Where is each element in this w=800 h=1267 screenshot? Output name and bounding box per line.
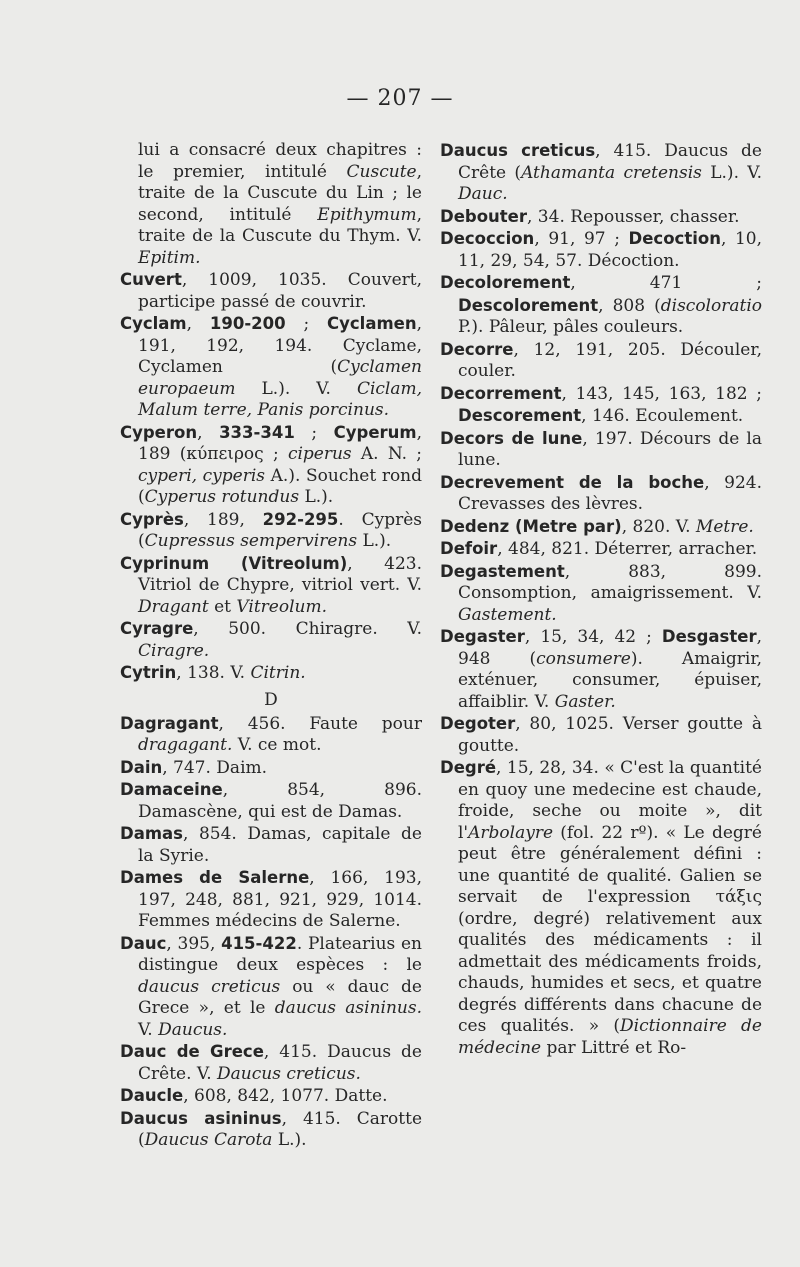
entry-headword: Decors de lune xyxy=(440,428,583,448)
dictionary-entry xyxy=(440,561,762,627)
entry-text: L.). V. xyxy=(701,162,763,183)
entry-text: , 146. Ecoulement. xyxy=(581,406,744,426)
entry-italic-text: Cuscute xyxy=(346,161,417,182)
dictionary-entry xyxy=(120,1085,422,1108)
entry-headword: Dauc xyxy=(120,933,167,953)
entry-text: L.). V. xyxy=(235,378,357,399)
entry-italic-text: Dragant xyxy=(138,596,209,617)
entry-headword: Debouter xyxy=(440,206,527,226)
entry-headword: Decrevement de la boche xyxy=(440,472,705,492)
entry-text: , 924. Crevasses des lèvres. xyxy=(458,472,762,514)
entry-headword: Decorrement xyxy=(440,383,562,403)
dictionary-entry xyxy=(120,867,422,933)
entry-headword: Dames de Salerne xyxy=(120,868,310,887)
entry-headword: Degré xyxy=(440,758,497,777)
entry-italic-text: Dictionnaire de médecine xyxy=(458,1016,762,1058)
entry-text: , 143, 145, 163, 182 ; xyxy=(561,383,762,404)
dictionary-entry xyxy=(120,1041,422,1085)
entry-text: V. ce mot. xyxy=(232,735,322,755)
left-column xyxy=(120,140,422,1152)
dictionary-entry xyxy=(440,626,762,713)
entry-headword: Defoir xyxy=(440,539,498,558)
dictionary-entry xyxy=(120,779,422,823)
entry-text: , 189 (κύπειρος ; xyxy=(138,422,422,464)
entry-text: ; xyxy=(294,422,334,443)
entry-headword: Degastement xyxy=(440,561,565,581)
entry-bold-text: Cyperum xyxy=(333,422,417,442)
entry-text: P.). Pâleur, pâles couleurs. xyxy=(458,317,684,337)
entry-text: , 166, 193, 197, 248, 881, 921, 929, 1014. Femmes médecins de Salerne. xyxy=(138,868,423,931)
entry-headword: Cuvert xyxy=(120,270,182,289)
dictionary-entry xyxy=(440,516,762,539)
entry-italic-text: Epithymum xyxy=(317,204,417,225)
entry-text: ; xyxy=(285,314,328,334)
entry-text: , 854. Damas, capitale de la Syrie. xyxy=(138,824,422,866)
entry-text: , 423. Vitriol de Chypre, vitriol vert. V. xyxy=(138,553,422,595)
entry-italic-text: discoloratio xyxy=(660,295,762,316)
dictionary-entry xyxy=(120,618,422,662)
entry-bold-text: 415-422 xyxy=(221,933,297,953)
dictionary-entry xyxy=(440,428,762,472)
entry-text: par Littré et Ro- xyxy=(541,1037,687,1058)
dictionary-entry xyxy=(120,823,422,867)
entry-text: , 395, xyxy=(166,933,222,954)
entry-text: , 500. Chiragre. V. xyxy=(193,619,422,639)
entry-headword: Decolorement xyxy=(440,273,571,292)
entry-italic-text: daucus asininus. xyxy=(274,998,422,1018)
entry-text: , 820. V. xyxy=(621,516,696,537)
dictionary-entry xyxy=(120,757,422,780)
entry-italic-text: Cupressus sempervirens xyxy=(144,531,358,551)
entry-headword: Cyragre xyxy=(120,619,194,638)
entry-text: , 808 ( xyxy=(598,295,661,316)
entry-text: lui a consacré deux chapitres : le premier, intitulé xyxy=(138,140,422,182)
entry-headword: Daucus asininus xyxy=(120,1108,282,1128)
entry-bold-text: 190-200 xyxy=(209,314,286,333)
entry-text: , 191, 192, 194. Cyclame, Cyclamen ( xyxy=(138,314,422,377)
entry-headword: Cytrin xyxy=(120,663,177,682)
entry-text: , xyxy=(197,422,220,443)
dictionary-entry xyxy=(440,713,762,757)
entry-italic-text: daucus creticus xyxy=(138,976,281,997)
entry-text: , 34. Repousser, chasser. xyxy=(527,206,740,227)
entry-headword: Cyprinum (Vitreolum) xyxy=(120,553,348,573)
entry-italic-text: Dauc. xyxy=(458,184,508,204)
entry-text: L.). xyxy=(272,1130,307,1150)
entry-italic-text: Vitreolum. xyxy=(236,596,327,617)
entry-bold-text: 292-295 xyxy=(262,509,339,529)
entry-italic-text: consumere xyxy=(536,648,631,669)
dictionary-entry xyxy=(120,269,422,313)
entry-text: ). Amaigrir, exténuer, consumer, épuiser, affaiblir. V. xyxy=(458,648,762,712)
dictionary-entry xyxy=(120,140,422,269)
entry-headword: Dain xyxy=(120,757,163,777)
entry-italic-text: Gastement. xyxy=(458,604,557,625)
entry-headword: Decoccion xyxy=(440,229,535,248)
dictionary-entry xyxy=(440,206,762,229)
entry-italic-text: Ciclam, Malum terre, Panis porcinus. xyxy=(138,378,422,420)
entry-text: , 1009, 1035. Couvert, participe passé de couvrir. xyxy=(138,270,422,312)
entry-text: , 80, 1025. Verser goutte à goutte. xyxy=(458,714,762,756)
entry-headword: Dauc de Grece xyxy=(120,1042,264,1061)
entry-text: ou « dauc de Grece », et le xyxy=(138,976,422,1018)
entry-text: , 415. Daucus de Crête ( xyxy=(458,141,762,183)
entry-italic-text: Daucus. xyxy=(158,1019,228,1040)
dictionary-entry xyxy=(120,553,422,619)
entry-text: , 747. Daim. xyxy=(162,757,268,778)
dictionary-entry xyxy=(120,422,422,509)
entry-italic-text: Epitim. xyxy=(138,247,201,268)
entry-text: L.). xyxy=(299,487,334,507)
entry-headword: Daucus creticus xyxy=(440,141,596,160)
entry-text: et xyxy=(208,596,237,617)
entry-italic-text: Citrin. xyxy=(250,663,306,683)
entry-bold-text: Desgaster xyxy=(661,627,757,646)
entry-headword: Dedenz (Metre par) xyxy=(440,516,622,536)
entry-headword: Cyprès xyxy=(120,509,184,529)
entry-text: , 12, 191, 205. Découler, couler. xyxy=(458,339,762,381)
dictionary-entry xyxy=(440,339,762,383)
entry-text: , 189, xyxy=(183,509,263,530)
entry-text: , 91, 97 ; xyxy=(534,229,629,249)
entry-text: , 471 ; xyxy=(570,273,762,293)
entry-bold-text: Decoction xyxy=(628,229,721,248)
dictionary-entry xyxy=(440,228,762,272)
dictionary-entry xyxy=(440,140,762,206)
entry-text: , 138. V. xyxy=(176,663,251,683)
entry-text: , traite de la Cuscute du Thym. V. xyxy=(138,204,422,246)
entry-headword: Degoter xyxy=(440,714,516,733)
entry-text: , 15, 34, 42 ; xyxy=(524,627,662,647)
entry-text: . Cyprès ( xyxy=(138,509,422,551)
entry-text: , xyxy=(186,314,210,334)
entry-headword: Degaster xyxy=(440,627,525,646)
entry-headword: Cyperon xyxy=(120,422,198,442)
entry-text: , 608, 842, 1077. Datte. xyxy=(183,1086,388,1106)
entry-bold-text: Cyclamen xyxy=(327,314,417,333)
entry-text: , 456. Faute pour xyxy=(218,713,422,734)
entry-headword: Decorre xyxy=(440,339,514,359)
entry-italic-text: Athamanta cretensis xyxy=(521,162,702,183)
entry-text: , 854, 896. Damascène, qui est de Damas. xyxy=(138,780,422,822)
entry-bold-text: 333-341 xyxy=(219,422,295,442)
entry-text: , traite de la Cuscute du Lin ; le second, intitulé xyxy=(138,161,422,225)
entry-italic-text: Metre. xyxy=(695,516,754,537)
entry-text: , 10, 11, 29, 54, 57. Décoction. xyxy=(458,229,762,271)
entry-italic-text: ciperus xyxy=(287,444,352,464)
entry-text: , 15, 28, 34. « C'est la quantité en quoy une medecine est chaude, froide, seche ou moite », dit l' xyxy=(458,758,762,843)
entry-text: , 948 ( xyxy=(458,627,762,669)
dictionary-entry xyxy=(440,538,762,561)
dictionary-entry xyxy=(120,1108,422,1152)
dictionary-entry xyxy=(440,272,762,339)
page-number: — 207 — xyxy=(346,86,454,111)
entry-italic-text: Cyclamen europaeum xyxy=(138,357,422,399)
dictionary-entry xyxy=(440,472,762,516)
entry-italic-text: Cyperus rotundus xyxy=(144,487,300,507)
entry-text: (fol. 22 rº). « Le degré peut être généralement défini : une quantité de qualité. Galien se servait de l'expression τάξις (ordre, degré) relativement aux qualités des médicaments : il admettait des médicaments froids, chauds, humides et secs, et quatre degrés différents dans chacune de ces qualités. » ( xyxy=(458,822,762,1036)
dictionary-entry xyxy=(120,509,422,553)
right-column xyxy=(440,140,762,1059)
entry-italic-text: dragagant. xyxy=(138,735,233,755)
entry-text: , 415. Daucus de Crête. V. xyxy=(138,1042,422,1084)
dictionary-entry xyxy=(120,662,422,685)
entry-headword: Daucle xyxy=(120,1086,184,1105)
entry-headword: Dagragant xyxy=(120,713,219,733)
entry-text: , 484, 821. Déterrer, arracher. xyxy=(497,539,758,559)
entry-headword: Cyclam xyxy=(120,314,187,333)
dictionary-entry xyxy=(120,313,422,422)
entry-text: V. xyxy=(138,1019,159,1040)
entry-bold-text: Descorement xyxy=(458,406,582,425)
letter-heading: D xyxy=(264,689,278,710)
entry-italic-text: Arbolayre xyxy=(468,822,554,843)
entry-bold-text: Descolorement xyxy=(458,295,599,315)
dictionary-entry xyxy=(120,933,422,1042)
entry-text: . Platearius en distingue deux espèces : le xyxy=(138,933,422,975)
entry-text: , 415. Carotte ( xyxy=(138,1108,423,1150)
dictionary-entry xyxy=(120,713,422,757)
entry-headword: Damaceine xyxy=(120,780,223,799)
entry-headword: Damas xyxy=(120,824,183,843)
entry-text: , 197. Décours de la lune. xyxy=(458,428,763,470)
entry-italic-text: Daucus creticus. xyxy=(217,1063,361,1084)
dictionary-entry xyxy=(440,757,762,1059)
entry-text: A.). Souchet rond ( xyxy=(138,465,423,507)
entry-text: , 883, 899. Consomption, amaigrissement. V. xyxy=(458,561,762,603)
entry-italic-text: Ciragre. xyxy=(138,640,210,661)
entry-italic-text: Gaster. xyxy=(554,691,616,712)
entry-italic-text: cyperi, cyperis xyxy=(138,465,266,486)
entry-italic-text: Daucus Carota xyxy=(144,1130,273,1150)
entry-text: A. N. ; xyxy=(351,444,423,464)
dictionary-entry xyxy=(440,383,762,428)
entry-text: L.). xyxy=(357,531,392,551)
